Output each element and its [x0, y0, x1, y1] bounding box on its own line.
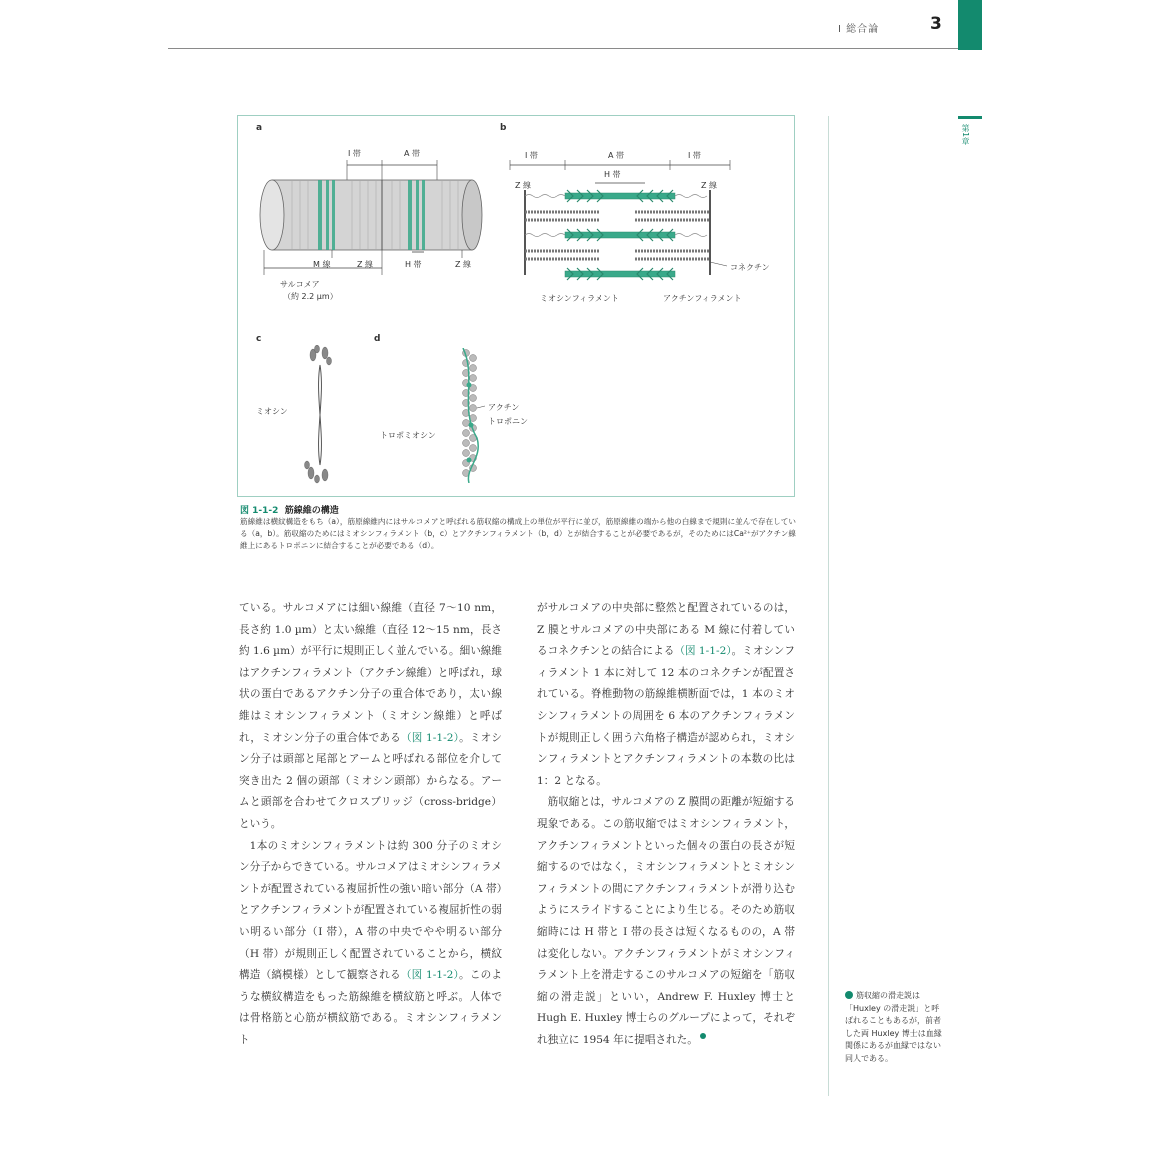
- panel-a-sarcomere-length: （約 2.2 µm）: [283, 292, 338, 301]
- panel-a-a-band-label: A 帯: [404, 149, 421, 158]
- panel-d-tropomyosin-label: トロポミオシン: [380, 431, 436, 440]
- side-tab-rule: [958, 116, 982, 119]
- figure-caption-title: [240, 503, 339, 516]
- panel-a-i-band-label: I 帯: [348, 149, 361, 158]
- panel-c-myosin-molecule: [295, 345, 345, 485]
- panel-b-connectin-label: コネクチン: [730, 263, 770, 272]
- panel-c-myosin-label: ミオシン: [256, 407, 288, 416]
- panel-d-actin-label: アクチン: [488, 403, 520, 412]
- panel-a-z-line-label-2: Z 線: [455, 260, 472, 269]
- panel-a-z-line-label: Z 線: [357, 260, 374, 269]
- panel-b-letter: b: [500, 123, 507, 133]
- figure-reference-link[interactable]: （図 1-1-2）: [400, 731, 460, 744]
- paragraph: [239, 598, 502, 836]
- sidenote-bullet-icon: [845, 991, 853, 999]
- text-run: がサルコメアの中央部に整然と配置されているのは，Z 膜とサルコメアの中央部にある M 線に付着しているコネクチンとの結合による: [537, 602, 795, 658]
- margin-divider: [828, 116, 829, 1096]
- panel-a-sarcomere-label: サルコメア: [280, 280, 320, 289]
- panel-d-thin-filament: [455, 348, 485, 483]
- body-column-left: [239, 598, 502, 1051]
- sidenote-marker-icon[interactable]: [700, 1033, 706, 1039]
- panel-d-troponin-label: トロポニン: [488, 417, 528, 426]
- panel-b-actin-filament-label: アクチンフィラメント: [663, 294, 742, 303]
- page-number: 3: [930, 14, 942, 34]
- text-run: ている。サルコメアには細い線維（直径 7～10 nm，長さ約 1.0 µm）と太い線維（直径 12～15 nm，長さ約 1.6 µm）が平行に規則正しく並んでいる。細い線維はアクチンフィラメント（アクチン線維）と呼ばれ，球状の蛋白であるアクチン分子の重合体であり，太い線維はミオシンフィラメント（ミオシン線維）と呼ばれ，ミオシン分子の重合体である: [239, 602, 502, 744]
- panel-b-a-band-label: A 帯: [608, 151, 625, 160]
- paragraph: [239, 836, 502, 1052]
- panel-b-i-band-label: I 帯: [525, 151, 538, 160]
- figure-number: 図 1-1-2: [240, 506, 279, 516]
- figure-reference-link[interactable]: （図 1-1-2）: [400, 969, 460, 982]
- text-run: 。ミオシンフィラメント 1 本に対して 12 本のコネクチンが配置されている。脊椎動物の筋線維横断面では，1 本のミオシンフィラメントの周囲を 6 本のアクチンフィラメントが規則正しく囲う六角格子構造が認められ，ミオシンフィラメントとアクチンフィラメントの本数の比は 1：2 となる。: [537, 645, 795, 787]
- text-run: 。ミオシン分子は頭部と尾部とアームと呼ばれる部位を介して突き出た 2 個の頭部（ミオシン頭部）からなる。アームと頭部を合わせてクロスブリッジ（cross-bridge）という。: [239, 731, 503, 830]
- figure-caption-body: 筋線維は横紋構造をもち（a），筋原線維内にはサルコメアと呼ばれる筋収縮の構成上の単位が平行に並び，筋原線維の端から他の白線まで規則に並んで存在している（a，b）。筋収縮のためにはミオシンフィラメント（b，c）とアクチンフィラメント（b，d）とが結合することが必要であるが，そのためにはCa²⁺がアクチン線維上にあるトロポニンに結合することが必要である（d）。: [240, 517, 796, 550]
- figure-reference-link[interactable]: （図 1-1-2）: [674, 645, 732, 658]
- panel-b-myosin-filament-label: ミオシンフィラメント: [540, 294, 619, 303]
- header-rule: [168, 48, 958, 49]
- panel-b-z-line-label-2: Z 線: [701, 181, 718, 190]
- paragraph: [537, 792, 795, 1051]
- chapter-color-tab: [958, 0, 982, 50]
- text-run: 筋収縮とは，サルコメアの Z 膜間の距離が短縮する現象である。この筋収縮ではミオシンフィラメント，アクチンフィラメントといった個々の蛋白の長さが短縮するのではなく，ミオシンフィラメントとミオシンフィラメントの間にアクチンフィラメントが滑り込むようにスライドすることにより生じる。そのため筋収縮時には H 帯と I 帯の長さは短くなるものの，A 帯は変化しない。アクチンフィラメントがミオシンフィラメント上を滑走するこのサルコメアの短縮を「筋収縮の滑走説」といい，Andrew F. Huxley 博士と Hugh E. Huxley 博士らのグループによって，それぞれ独立に 1954 年に提唱された。: [537, 796, 795, 1046]
- panel-a-letter: a: [256, 123, 263, 133]
- panel-a-m-line-label: M 線: [313, 260, 331, 269]
- text-run: 。このような横紋構造をもった筋線維を横紋筋と呼ぶ。人体では骨格筋と心筋が横紋筋である。ミオシンフィラメント: [239, 969, 503, 1046]
- text-run: 1本のミオシンフィラメントは約 300 分子のミオシン分子からできている。サルコメアはミオシンフィラメントが配置されている複屈折性の強い暗い部分（A 帯）とアクチンフィラメントが配置されている複屈折性の弱い明るい部分（I 帯），A 帯の中央でやや明るい部分（H 帯）が規則正しく配置されていることから，横紋構造（縞模様）として観察される: [239, 839, 502, 982]
- sidenote: [845, 990, 945, 1065]
- panel-c-letter: c: [256, 334, 262, 344]
- figure-title: 筋線維の構造: [284, 506, 339, 516]
- panel-b-z-line-label: Z 線: [515, 181, 532, 190]
- panel-d-letter: d: [374, 334, 381, 344]
- sidenote-text: 筋収縮の滑走説は「Huxley の滑走説」と呼ばれることもあるが，前者した両 Huxley 博士は血縁関係にあるが血縁ではない同人である。: [845, 991, 942, 1063]
- running-head: I 総合論: [838, 24, 880, 35]
- body-column-right: [537, 598, 795, 1051]
- panel-a-h-band-label: H 帯: [405, 260, 422, 269]
- panel-b-i-band-label-2: I 帯: [688, 151, 701, 160]
- panel-b-h-band-label: H 帯: [604, 170, 621, 179]
- paragraph: [537, 598, 795, 792]
- side-tab-label: 第1章: [961, 124, 970, 146]
- panel-b-sarcomere-diagram: [505, 150, 755, 300]
